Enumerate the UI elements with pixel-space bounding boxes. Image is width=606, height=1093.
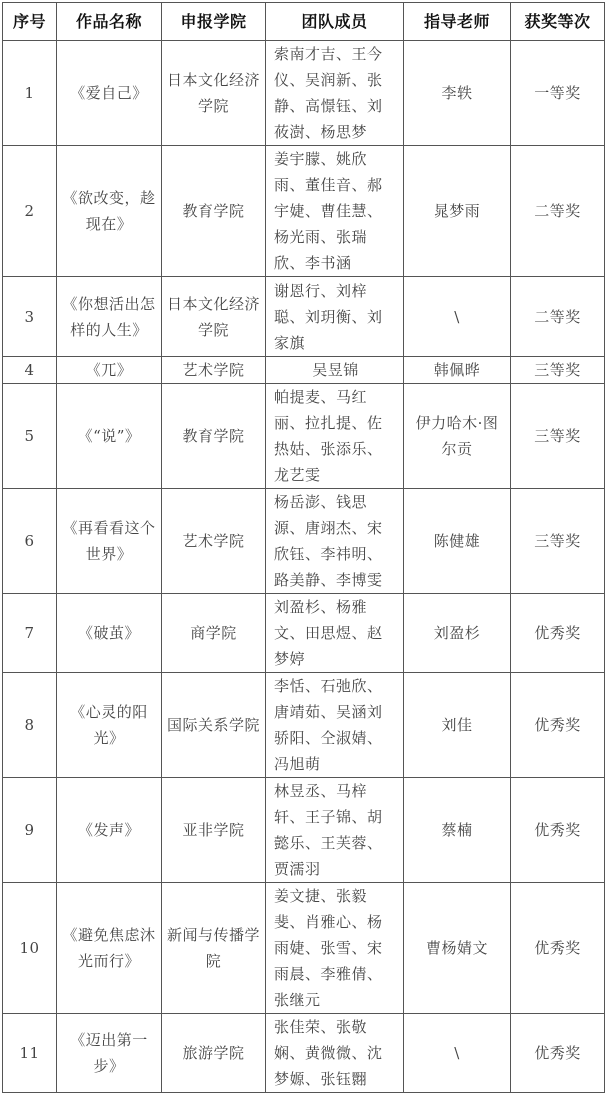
cell-seq: 10 — [3, 883, 57, 1014]
header-row — [3, 3, 605, 41]
table-row — [3, 41, 605, 146]
cell-teacher: 刘佳 — [404, 673, 511, 778]
cell-members: 李恬、石弛欣、唐靖茹、吴涵刘骄阳、仝淑婧、冯旭萌 — [266, 673, 404, 778]
header-teacher: 指导老师 — [404, 3, 511, 41]
cell-school: 教育学院 — [162, 146, 266, 277]
cell-teacher: 韩佩晔 — [404, 357, 511, 384]
cell-members: 索南才吉、王今仪、吴润新、张静、高憬钰、刘莜澍、杨思梦 — [266, 41, 404, 146]
cell-work: 《心灵的阳光》 — [57, 673, 162, 778]
cell-award: 优秀奖 — [511, 778, 605, 883]
cell-school: 新闻与传播学院 — [162, 883, 266, 1014]
header-work: 作品名称 — [57, 3, 162, 41]
cell-members: 姜宇朦、姚欣雨、董佳音、郝宇婕、曹佳慧、杨光雨、张瑞欣、李书涵 — [266, 146, 404, 277]
cell-seq: 2 — [3, 146, 57, 277]
cell-award: 一等奖 — [511, 41, 605, 146]
cell-members: 帕提麦、马红丽、拉扎提、佐热姑、张添乐、龙艺雯 — [266, 384, 404, 489]
cell-award: 二等奖 — [511, 277, 605, 357]
table-row — [3, 384, 605, 489]
cell-teacher: \ — [404, 1014, 511, 1093]
cell-members: 林昱丞、马梓轩、王子锦、胡懿乐、王芙蓉、贾濡羽 — [266, 778, 404, 883]
table-row — [3, 277, 605, 357]
cell-seq: 7 — [3, 594, 57, 673]
table-row — [3, 146, 605, 277]
table-row — [3, 778, 605, 883]
cell-seq: 4 — [3, 357, 57, 384]
cell-teacher: 陈健雄 — [404, 489, 511, 594]
cell-award: 优秀奖 — [511, 883, 605, 1014]
cell-members: 吴昱锦 — [266, 357, 404, 384]
cell-seq: 11 — [3, 1014, 57, 1093]
cell-seq: 6 — [3, 489, 57, 594]
cell-award: 优秀奖 — [511, 1014, 605, 1093]
cell-award: 三等奖 — [511, 384, 605, 489]
cell-award: 优秀奖 — [511, 673, 605, 778]
cell-work: 《“说”》 — [57, 384, 162, 489]
cell-award: 优秀奖 — [511, 594, 605, 673]
cell-seq: 5 — [3, 384, 57, 489]
cell-members: 刘盈杉、杨雅文、田思煜、赵梦婷 — [266, 594, 404, 673]
table-row — [3, 489, 605, 594]
cell-award: 三等奖 — [511, 357, 605, 384]
table-row — [3, 594, 605, 673]
cell-work: 《发声》 — [57, 778, 162, 883]
cell-school: 艺术学院 — [162, 357, 266, 384]
table-row — [3, 357, 605, 384]
cell-teacher: 晁梦雨 — [404, 146, 511, 277]
cell-members: 谢恩行、刘梓聪、刘玥衡、刘家旗 — [266, 277, 404, 357]
table-row — [3, 1014, 605, 1093]
cell-work: 《兀》 — [57, 357, 162, 384]
cell-work: 《破茧》 — [57, 594, 162, 673]
header-school: 申报学院 — [162, 3, 266, 41]
cell-work: 《爱自己》 — [57, 41, 162, 146]
header-seq: 序号 — [3, 3, 57, 41]
header-members: 团队成员 — [266, 3, 404, 41]
cell-members: 杨岳澎、钱思源、唐翊杰、宋欣钰、李祎明、路美静、李博雯 — [266, 489, 404, 594]
cell-school: 国际关系学院 — [162, 673, 266, 778]
awards-table — [2, 2, 605, 1093]
cell-teacher: 李轶 — [404, 41, 511, 146]
cell-seq: 3 — [3, 277, 57, 357]
cell-school: 旅游学院 — [162, 1014, 266, 1093]
cell-school: 日本文化经济学院 — [162, 41, 266, 146]
cell-school: 商学院 — [162, 594, 266, 673]
cell-teacher: \ — [404, 277, 511, 357]
cell-school: 教育学院 — [162, 384, 266, 489]
cell-work: 《再看看这个世界》 — [57, 489, 162, 594]
table-row — [3, 673, 605, 778]
cell-teacher: 伊力哈木·图尔贡 — [404, 384, 511, 489]
cell-teacher: 刘盈杉 — [404, 594, 511, 673]
cell-work: 《你想活出怎样的人生》 — [57, 277, 162, 357]
cell-seq: 9 — [3, 778, 57, 883]
cell-school: 艺术学院 — [162, 489, 266, 594]
cell-teacher: 曹杨婧文 — [404, 883, 511, 1014]
cell-school: 亚非学院 — [162, 778, 266, 883]
cell-school: 日本文化经济学院 — [162, 277, 266, 357]
header-award: 获奖等次 — [511, 3, 605, 41]
cell-members: 张佳荣、张敬娴、黄微微、沈梦嫄、张钰翾 — [266, 1014, 404, 1093]
cell-award: 三等奖 — [511, 489, 605, 594]
cell-work: 《迈出第一步》 — [57, 1014, 162, 1093]
cell-work: 《避免焦虑沐光而行》 — [57, 883, 162, 1014]
cell-work: 《欲改变，趁现在》 — [57, 146, 162, 277]
cell-seq: 1 — [3, 41, 57, 146]
cell-teacher: 蔡楠 — [404, 778, 511, 883]
table-row — [3, 883, 605, 1014]
cell-members: 姜文捷、张毅斐、肖雅心、杨雨婕、张雪、宋雨晨、李雅倩、张继元 — [266, 883, 404, 1014]
cell-seq: 8 — [3, 673, 57, 778]
cell-award: 二等奖 — [511, 146, 605, 277]
